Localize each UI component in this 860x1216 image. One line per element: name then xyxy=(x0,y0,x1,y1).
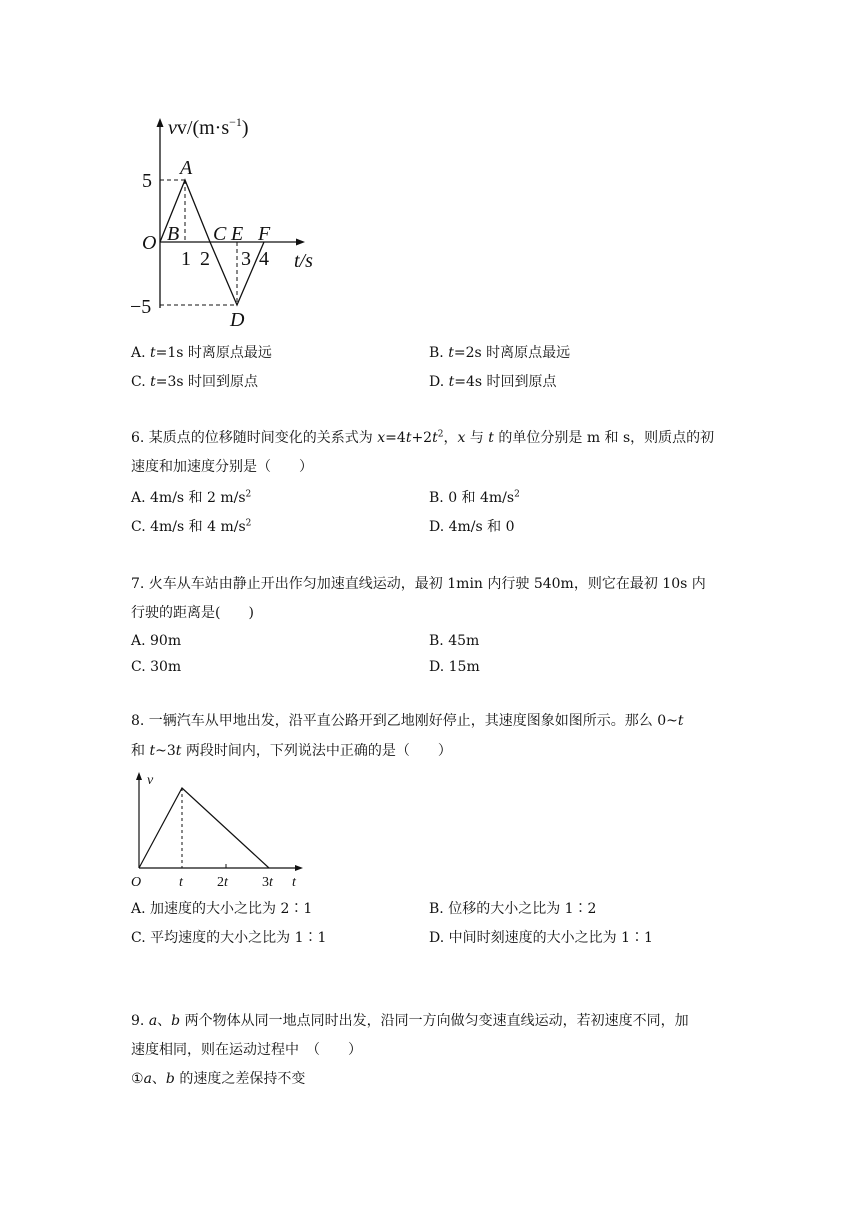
fig2-x-axis-label: t xyxy=(292,875,296,890)
y-axis-label: v/(m·s xyxy=(176,117,230,139)
y-axis-var: v xyxy=(168,117,177,139)
point-a-label: A xyxy=(180,157,193,179)
q7-stem-line2: 行驶的距离是( ) xyxy=(131,605,254,621)
q6-option-d[interactable]: D. 4m/s 和 0 xyxy=(429,519,515,535)
y-axis-exp: −1 xyxy=(229,115,242,129)
q7-option-c[interactable]: C. 30m xyxy=(131,659,182,675)
point-b-label: B xyxy=(167,223,180,245)
q8-stem-line2: 和 t~3t 两段时间内，下列说法中正确的是（ ） xyxy=(131,743,452,759)
fig2-tick-3t: 3t xyxy=(262,875,273,890)
svg-text:vv/(m·s−1) xyxy=(168,115,249,139)
q5-option-c[interactable]: C. t=3s 时回到原点 xyxy=(131,374,259,390)
fig2-y-axis-label: v xyxy=(147,773,154,788)
q9-statement-1[interactable]: ①a、b 的速度之差保持不变 xyxy=(131,1071,306,1087)
q8-option-d[interactable]: D. 中间时刻速度的大小之比为 1∶1 xyxy=(429,930,653,946)
x-axis-label: t/s xyxy=(294,250,313,272)
q9-stem-line1: 9. a、b 两个物体从同一地点同时出发，沿同一方向做匀变速直线运动，若初速度不同，加 xyxy=(131,1013,689,1029)
q6-option-a[interactable]: A. 4m/s 和 2 $m/s^2$ xyxy=(131,489,252,506)
tick-y-neg: −5 xyxy=(130,296,152,318)
q8-option-b[interactable]: B. 位移的大小之比为 1∶2 xyxy=(429,901,597,917)
q8-option-c[interactable]: C. 平均速度的大小之比为 1∶1 xyxy=(131,930,327,946)
q7-stem-line1: 7. 火车从车站由静止开出作匀加速直线运动，最初 1min 内行驶 540m，则它在最初 10s 内 xyxy=(131,576,706,592)
q7-option-d[interactable]: D. 15m xyxy=(429,659,480,675)
point-f-label: F xyxy=(258,223,271,245)
tick-x-3: 3 xyxy=(241,248,251,270)
q7-option-b[interactable]: B. 45m xyxy=(429,633,480,649)
tick-x-1: 1 xyxy=(181,248,191,270)
tick-x-2: 2 xyxy=(200,248,210,270)
velocity-time-graph-1 xyxy=(128,112,328,334)
point-c-label: C xyxy=(213,223,227,245)
q6-stem-line1: 6. 某质点的位移随时间变化的关系式为 $x=4t+2t^2$，x 与 t 的单位分别是 m 和 s，则质点的初 xyxy=(131,429,715,446)
fig2-origin: O xyxy=(131,875,142,890)
tick-x-4: 4 xyxy=(259,248,269,270)
q8-option-a[interactable]: A. 加速度的大小之比为 2∶1 xyxy=(131,901,313,917)
q5-option-a[interactable]: A. t=1s 时离原点最远 xyxy=(131,345,272,361)
q6-option-b[interactable]: B. 0 和 $4m/s^2$ xyxy=(429,489,520,506)
fig2-tick-t: t xyxy=(179,875,183,890)
q9-stem-line2: 速度相同，则在运动过程中 （ ） xyxy=(131,1042,362,1058)
q5-option-d[interactable]: D. t=4s 时回到原点 xyxy=(429,374,557,390)
y-axis-close: ) xyxy=(241,117,249,139)
q6-stem-line2: 速度和加速度分别是（ ） xyxy=(131,459,313,475)
velocity-time-graph-2 xyxy=(128,768,308,890)
point-d-label: D xyxy=(230,309,245,331)
point-e-label: E xyxy=(231,223,244,245)
q5-option-b[interactable]: B. t=2s 时离原点最远 xyxy=(429,345,571,361)
tick-y-pos: 5 xyxy=(142,170,152,192)
origin-label: O xyxy=(142,232,157,254)
q8-stem-line1: 8. 一辆汽车从甲地出发，沿平直公路开到乙地刚好停止，其速度图象如图所示。那么 0~t xyxy=(131,713,684,729)
q7-option-a[interactable]: A. 90m xyxy=(131,633,182,649)
q6-option-c[interactable]: C. 4m/s 和 4 $m/s^2$ xyxy=(131,518,252,535)
fig2-tick-2t: 2t xyxy=(217,875,228,890)
